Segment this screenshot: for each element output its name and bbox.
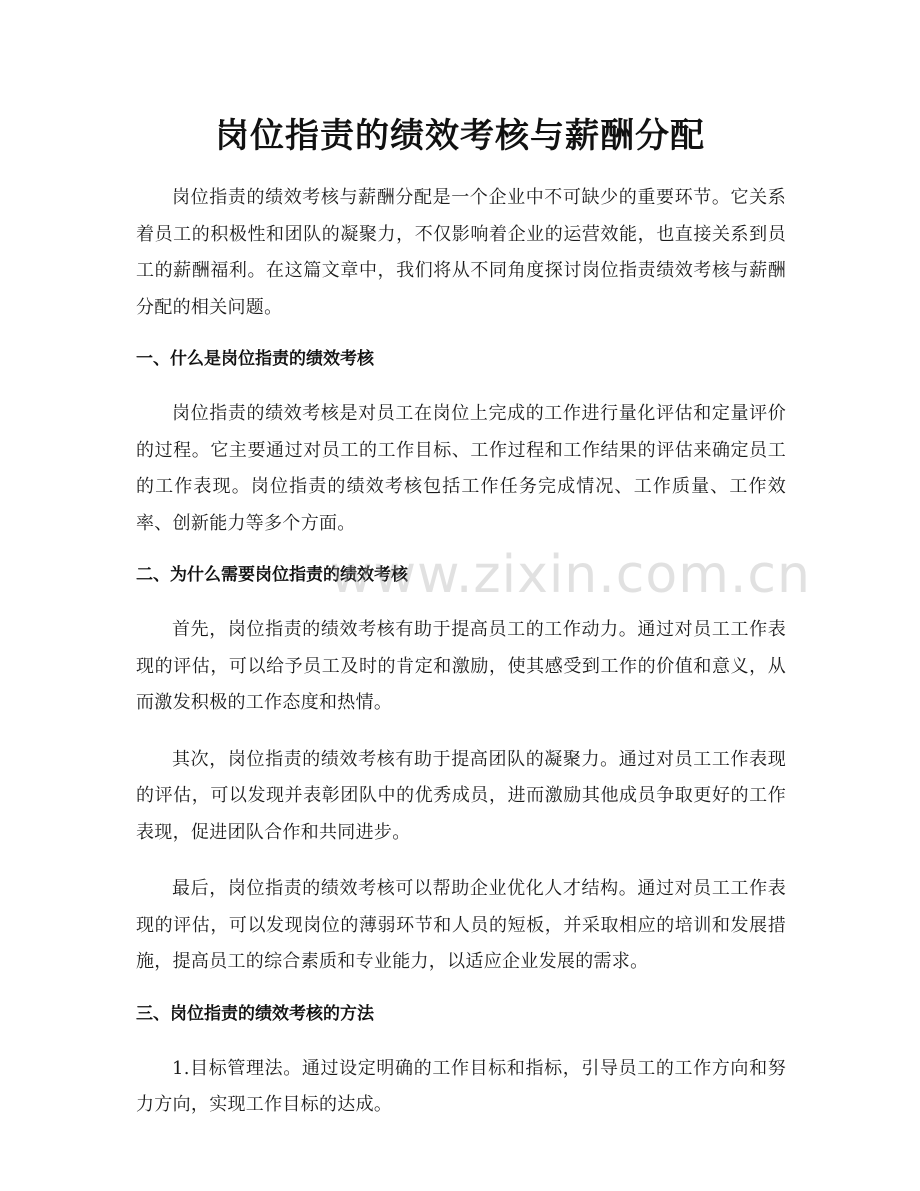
section-3-paragraph-1: 1.目标管理法。通过设定明确的工作目标和指标，引导员工的工作方向和努力方向，实现工作目标的达成。: [136, 1057, 786, 1115]
section-2-paragraph-1: 首先，岗位指责的绩效考核有助于提高员工的工作动力。通过对员工工作表现的评估，可以给予员工及时的肯定和激励，使其感受到工作的价值和意义，从而激发积极的工作态度和热情。: [136, 619, 786, 713]
document-body: [136, 180, 786, 1144]
section-3-heading: 三、岗位指责的绩效考核的方法: [136, 1003, 374, 1024]
section-2-heading: 二、为什么需要岗位指责的绩效考核: [136, 565, 408, 585]
intro-paragraph: 岗位指责的绩效考核与薪酬分配是一个企业中不可缺少的重要环节。它关系着员工的积极性和团队的凝聚力，不仅影响着企业的运营效能，也直接关系到员工的薪酬福利。在这篇文章中，我们将从不同角度探讨岗位指责绩效考核与薪酬分配的相关问题。: [136, 187, 786, 318]
watermark: www.zixin.com.cn: [330, 545, 811, 605]
section-2-paragraph-3: 最后，岗位指责的绩效考核可以帮助企业优化人才结构。通过对员工工作表现的评估，可以发现岗位的薄弱环节和人员的短板，并采取相应的培训和发展措施，提高员工的综合素质和专业能力，以适应企业发展的需求。: [136, 878, 786, 972]
document-title: 岗位指责的绩效考核与薪酬分配: [215, 116, 705, 156]
section-2-paragraph-2: 其次，岗位指责的绩效考核有助于提高团队的凝聚力。通过对员工工作表现的评估，可以发现并表彰团队中的优秀成员，进而激励其他成员争取更好的工作表现，促进团队合作和共同进步。: [136, 748, 786, 843]
section-1-heading: 一、什么是岗位指责的绩效考核: [136, 349, 374, 369]
section-1-paragraph: 岗位指责的绩效考核是对员工在岗位上完成的工作进行量化评估和定量评价的过程。它主要通过对员工的工作目标、工作过程和工作结果的评估来确定员工的工作表现。岗位指责的绩效考核包括工作任务完成情况、工作质量、工作效率、创新能力等多个方面。: [136, 403, 786, 534]
